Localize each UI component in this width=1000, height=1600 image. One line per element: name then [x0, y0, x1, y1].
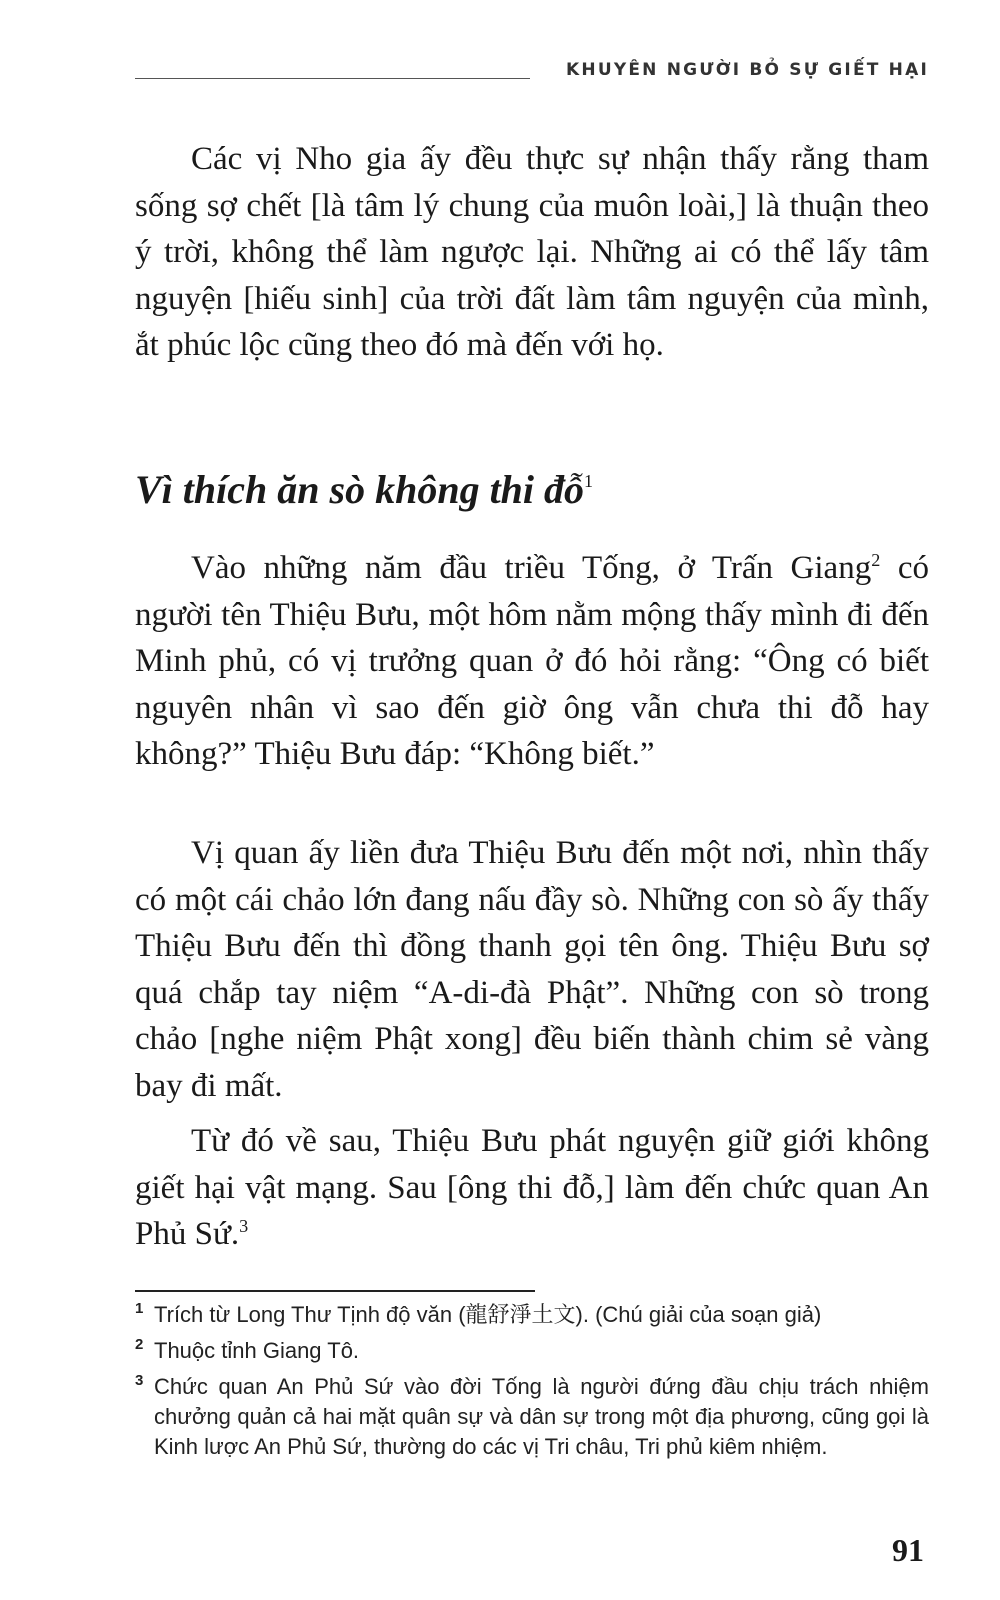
paragraph-2-text: [135, 545, 929, 778]
footnote-3: [135, 1372, 929, 1462]
section-heading: [135, 466, 929, 513]
footnote-1-mark: 1: [135, 1300, 144, 1317]
paragraph-3: [135, 830, 929, 1109]
paragraph-4-footnote-mark: 3: [239, 1216, 249, 1236]
paragraph-1-text: Các vị Nho gia ấy đều thực sự nhận thấy rằng tham sống sợ chết [là tâm lý chung của muôn loài,] là thuận theo ý trời, không thể làm ngược lại. Những ai có thể lấy tâm nguyện [hiếu sinh] của trời đất làm tâm nguyện của mình, ắt phúc lộc cũng theo đó mà đến với họ.: [135, 141, 929, 363]
paragraph-2-part-1: Vào những năm đầu triều Tống, ở Trấn Giang: [191, 550, 872, 586]
paragraph-4-text: [135, 1118, 929, 1258]
footnote-3-text: Chức quan An Phủ Sứ vào đời Tống là người đứng đầu chịu trách nhiệm chưởng quản cả hai mặt quân sự và dân sự trong một địa phương, cũng gọi là Kinh lược An Phủ Sứ, thường do các vị Tri châu, Tri phủ kiêm nhiệm.: [154, 1374, 929, 1459]
paragraph-4-body: Từ đó về sau, Thiệu Bưu phát nguyện giữ giới không giết hại vật mạng. Sau [ông thi đỗ,] làm đến chức quan An Phủ Sứ.: [135, 1123, 929, 1252]
footnote-2-text: Thuộc tỉnh Giang Tô.: [154, 1338, 360, 1363]
footnote-1-text: Trích từ Long Thư Tịnh độ văn (龍舒淨土文). (Chú giải của soạn giả): [154, 1302, 822, 1327]
footnotes: [135, 1300, 929, 1468]
heading-footnote-mark: 1: [584, 471, 594, 491]
footnote-3-mark: 3: [135, 1372, 144, 1389]
footnote-1: [135, 1300, 929, 1330]
footnote-2: [135, 1336, 929, 1366]
header-rule: [135, 78, 530, 79]
paragraph-2: [135, 545, 929, 778]
paragraph-4: [135, 1118, 929, 1258]
paragraph-2-footnote-mark: 2: [871, 550, 881, 570]
footnote-2-mark: 2: [135, 1336, 144, 1353]
paragraph-1: [135, 136, 929, 369]
footnote-rule: [135, 1290, 535, 1292]
running-head: [135, 58, 929, 88]
paragraph-3-text: Vị quan ấy liền đưa Thiệu Bưu đến một nơi, nhìn thấy có một cái chảo lớn đang nấu đầy sò. Những con sò ấy thấy Thiệu Bưu đến thì đồng thanh gọi tên ông. Thiệu Bưu sợ quá chắp tay niệm “A-di-đà Phật”. Những con sò trong chảo [nghe niệm Phật xong] đều biến thành chim sẻ vàng bay đi mất.: [135, 835, 929, 1104]
paragraph-2-part-2: có người tên Thiệu Bưu, một hôm nằm mộng thấy mình đi đến Minh phủ, có vị trưởng quan ở đó hỏi rằng: “Ông có biết nguyên nhân vì sao đến giờ ông vẫn chưa thi đỗ hay không?” Thiệu Bưu đáp: “Không biết.”: [135, 550, 930, 772]
running-head-title: KHUYÊN NGƯỜI BỎ SỰ GIẾT HẠI: [566, 60, 929, 80]
page-number: 91: [892, 1532, 924, 1568]
section-heading-text: Vì thích ăn sò không thi đỗ: [135, 467, 585, 512]
